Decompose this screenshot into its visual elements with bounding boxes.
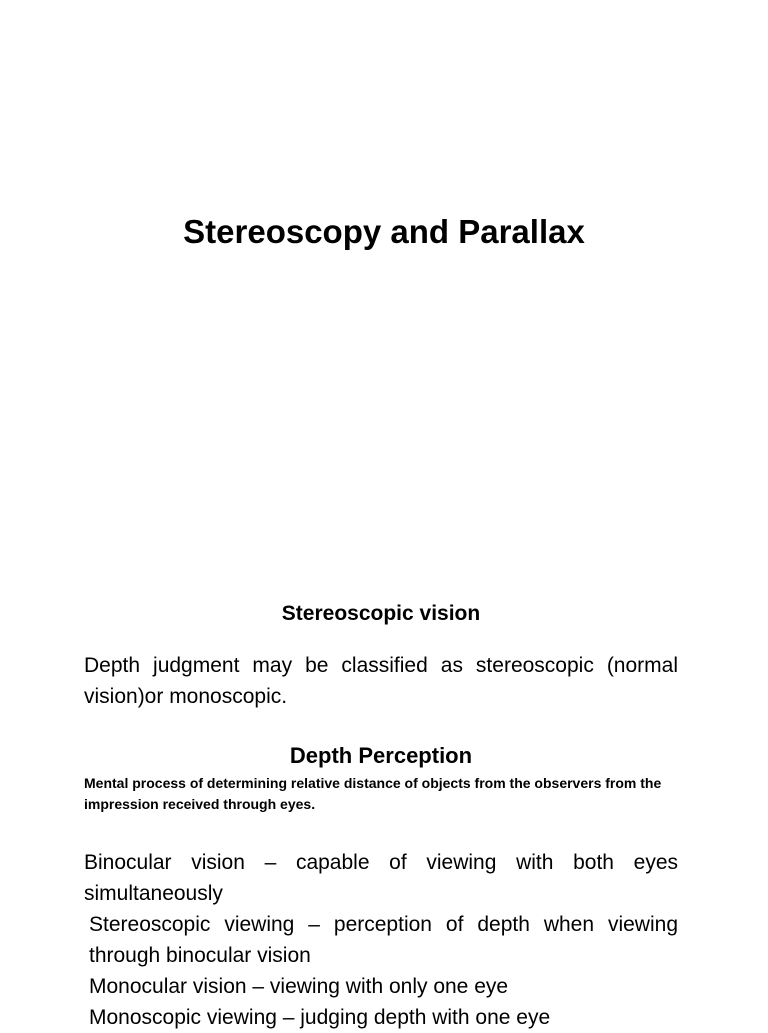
definition-monoscopic-viewing: Monoscopic viewing – judging depth with one eye (89, 1006, 551, 1029)
definition-stereoscopic-viewing: Stereoscopic viewing – perception of depth when viewing through binocular vision (89, 913, 678, 967)
definition-binocular-vision: Binocular vision – capable of viewing with both eyes simultaneously (84, 851, 678, 905)
depth-perception-definition: Mental process of determining relative distance of objects from the observers from the impression received through eyes. (84, 775, 662, 812)
definition-monocular-vision: Monocular vision – viewing with only one eye (89, 975, 509, 998)
depth-perception-heading: Depth Perception (289, 743, 473, 768)
vision-definitions-list (84, 847, 678, 1033)
stereoscopic-vision-heading: Stereoscopic vision (281, 602, 481, 625)
depth-judgment-paragraph: Depth judgment may be classified as stereoscopic (normal vision)or monoscopic. (84, 654, 678, 708)
slide-title: Stereoscopy and Parallax (183, 213, 585, 250)
